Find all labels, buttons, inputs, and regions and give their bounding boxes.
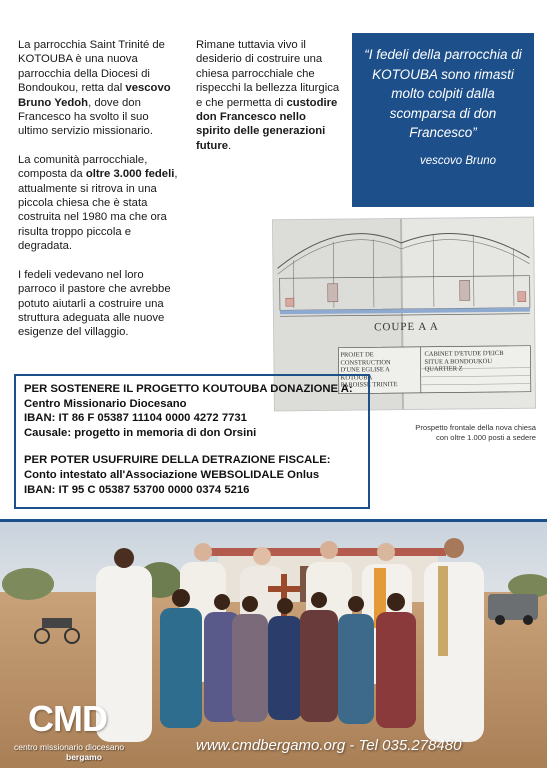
quote-box — [352, 33, 534, 207]
quote-text: “I fedeli della parrocchia di KOTOUBA sono rimasti molto colpiti dalla scomparsa di don Francesco” — [364, 47, 522, 140]
donation-iban: IBAN: IT 86 F 05387 11104 0000 4272 7731 — [24, 412, 247, 425]
intro-text: Rimane tuttavia vivo il desiderio di costruire una chiesa parrocchiale che rispecchi la bellezza liturgica e che permetta di — [196, 39, 340, 109]
intro-paragraph-1 — [18, 38, 178, 139]
cmd-logo-city: bergamo — [66, 752, 102, 762]
intro-paragraph-4 — [196, 38, 342, 153]
intro-text: , dove don Francesco ha svolto il suo ultimo servizio missionario. — [18, 96, 153, 138]
tax-account: Conto intestato all'Associazione WEBSOLIDALE Onlus — [24, 468, 320, 481]
intro-bold: vescovo Bruno Yedoh — [18, 82, 171, 109]
tax-iban: IBAN: IT 95 C 05387 53700 0000 0374 5216 — [24, 483, 250, 496]
cmd-logo — [12, 698, 152, 764]
drawing-stamp-right: CABINET D'ETUDE D'EICB SITUE A BONDOUKOU QUARTIER Z — [424, 349, 504, 373]
tax-heading: PER POTER USUFRUIRE DELLA DETRAZIONE FISCALE: — [24, 454, 331, 467]
quote-author: vescovo Bruno — [419, 154, 497, 167]
drawing-title: COUPE A A — [374, 320, 439, 334]
intro-text: . — [228, 139, 232, 152]
intro-paragraph-2 — [18, 153, 178, 254]
footer-contact: www.cmdbergamo.org - Tel 035.278480 — [196, 737, 462, 754]
drawing-stamp-left: PROJET DE CONSTRUCTION D'UNE EGLISE A KOTOUBA PAROISSE TRINITE — [340, 351, 398, 389]
intro-text: , attualmente si ritrova in una piccola chiesa che è stata costruita nel 1980 ma che ora risulta troppo piccola e degradata. — [18, 168, 178, 253]
donation-recipient: Centro Missionario Diocesano — [24, 397, 187, 410]
donation-causale: Causale: progetto in memoria di don Orsini — [24, 426, 257, 439]
drawing-caption — [372, 423, 536, 443]
intro-bold: oltre 3.000 fedeli — [85, 168, 175, 181]
caption-line-2: con oltre 1.000 posti a sedere — [435, 433, 536, 442]
donation-box — [14, 374, 370, 509]
intro-bold: custodire don Francesco nello spirito delle generazioni future — [196, 96, 338, 152]
donation-heading: PER SOSTENERE IL PROGETTO KOUTOUBA DONAZIONE A: — [24, 383, 353, 395]
intro-text: La comunità parrocchiale, composta da — [18, 153, 148, 181]
intro-paragraph-3: I fedeli vedevano nel loro parroco il pastore che avrebbe potuto aiutarli a costruire una struttura adeguata alle nuove esigenze del villaggio. — [18, 268, 171, 339]
cmd-logo-subtitle: centro missionario diocesano — [14, 742, 125, 752]
intro-text: La parrocchia Saint Trinité de KOTOUBA è una nuova parrocchia della Diocesi di Bondoukou, retta dal — [18, 39, 165, 95]
intro-column-left — [18, 38, 178, 354]
cmd-logo-letters: CMD — [28, 698, 107, 739]
intro-column-right — [196, 38, 342, 167]
caption-line-1: Prospetto frontale della nova chiesa — [415, 423, 536, 432]
